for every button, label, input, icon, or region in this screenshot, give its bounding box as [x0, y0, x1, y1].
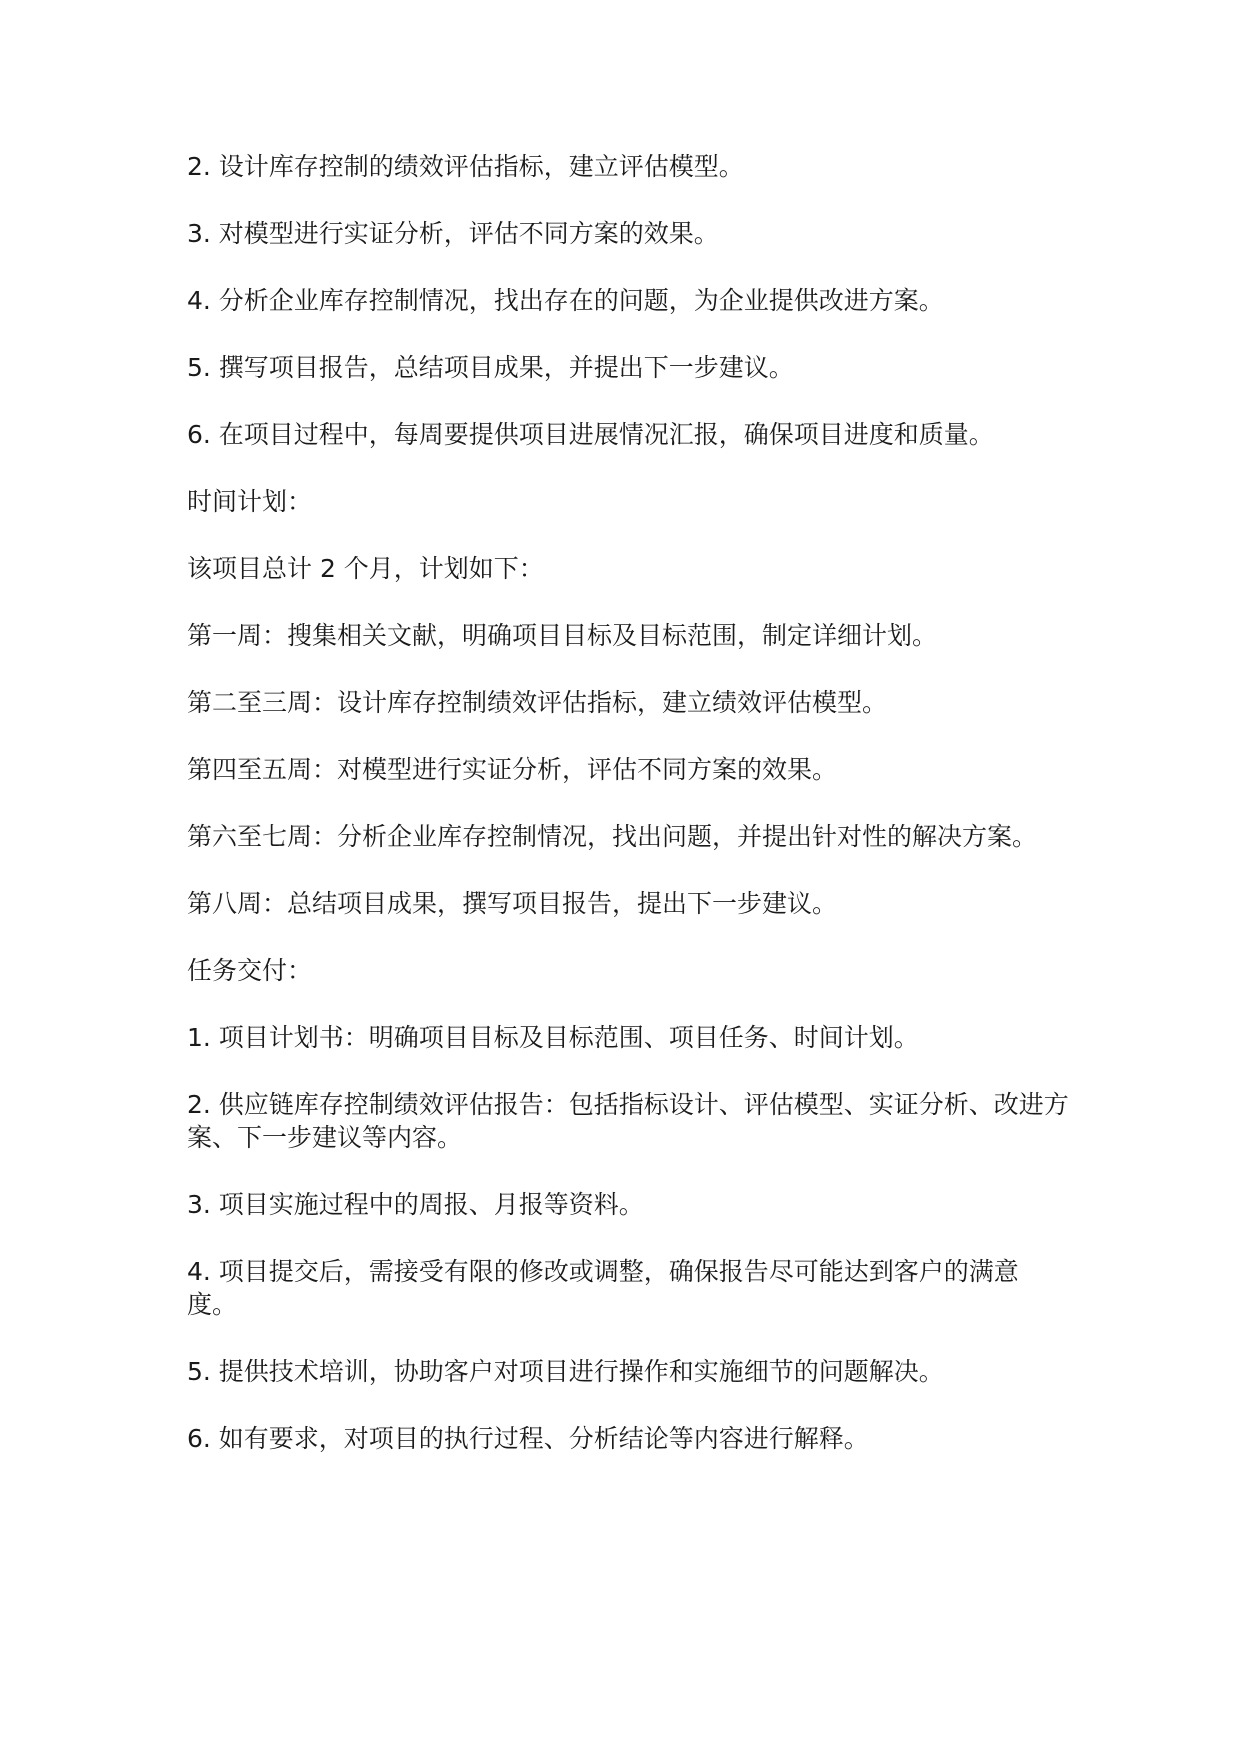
- schedule-item: 第六至七周：分析企业库存控制情况，找出问题，并提出针对性的解决方案。: [187, 822, 1038, 851]
- schedule-item: 第二至三周：设计库存控制绩效评估指标，建立绩效评估模型。: [187, 688, 888, 717]
- deliverable-item: 1. 项目计划书：明确项目目标及目标范围、项目任务、时间计划。: [187, 1023, 919, 1052]
- paragraph: 4. 分析企业库存控制情况，找出存在的问题，为企业提供改进方案。: [187, 286, 944, 315]
- paragraph: 该项目总计 2 个月，计划如下：: [187, 554, 544, 583]
- paragraph: 3. 对模型进行实证分析，评估不同方案的效果。: [187, 219, 719, 248]
- paragraph: 6. 在项目过程中，每周要提供项目进展情况汇报，确保项目进度和质量。: [187, 420, 994, 449]
- section-heading-deliverables: 任务交付：: [187, 956, 313, 985]
- deliverable-item: 6. 如有要求，对项目的执行过程、分析结论等内容进行解释。: [187, 1424, 869, 1453]
- schedule-item: 第一周：搜集相关文献，明确项目目标及目标范围，制定详细计划。: [187, 621, 938, 650]
- schedule-item: 第八周：总结项目成果，撰写项目报告，提出下一步建议。: [187, 889, 838, 918]
- deliverable-item: 5. 提供技术培训，协助客户对项目进行操作和实施细节的问题解决。: [187, 1357, 944, 1386]
- paragraph: 5. 撰写项目报告，总结项目成果，并提出下一步建议。: [187, 353, 794, 382]
- paragraph: 2. 设计库存控制的绩效评估指标，建立评估模型。: [187, 152, 744, 181]
- schedule-item: 第四至五周：对模型进行实证分析，评估不同方案的效果。: [187, 755, 838, 784]
- section-heading-schedule: 时间计划：: [187, 487, 313, 516]
- deliverable-item: 4. 项目提交后，需接受有限的修改或调整，确保报告尽可能达到客户的满意度。: [187, 1257, 1019, 1319]
- deliverable-item: 2. 供应链库存控制绩效评估报告：包括指标设计、评估模型、实证分析、改进方案、下一步建议等内容。: [187, 1090, 1069, 1152]
- document-body: [187, 150, 1087, 1489]
- deliverable-item: 3. 项目实施过程中的周报、月报等资料。: [187, 1190, 644, 1219]
